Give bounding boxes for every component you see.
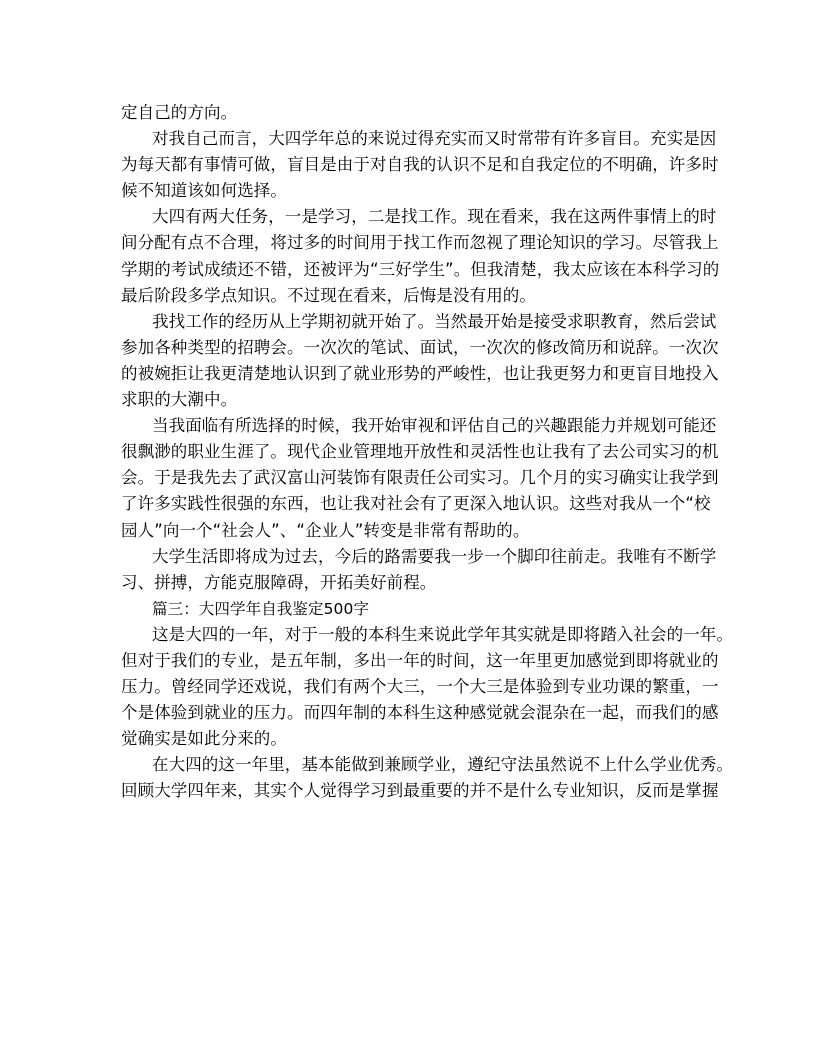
text-line: 最后阶段多学点知识。不过现在看来，后悔是没有用的。	[121, 285, 536, 305]
text-line: 大学生活即将成为过去，今后的路需要我一步一个脚印往前走。我唯有不断学	[152, 546, 717, 566]
text-line: 会。于是我先去了武汉富山河装饰有限责任公司实习。几个月的实习确实让我学到	[121, 468, 719, 488]
text-line: 回顾大学四年来，其实个人觉得学习到最重要的并不是什么专业知识，反而是掌握	[121, 781, 719, 801]
text-line: 定自己的方向。	[121, 103, 238, 122]
text-line: 压力。曾经同学还戏说，我们有两个大三，一个大三是体验到专业功课的繁重，一	[121, 677, 719, 697]
text-line: 间分配有点不合理，将过多的时间用于找工作而忽视了理论知识的学习。尽管我上	[121, 233, 719, 253]
text-line: 很飘渺的职业生涯了。现代企业管理地开放性和灵活性也让我有了去公司实习的机	[121, 442, 719, 462]
text-line: 的被婉拒让我更清楚地认识到了就业形势的严峻性，也让我更努力和更盲目地投入	[121, 363, 719, 383]
text-line: 习、拼搏，方能克服障碍，开拓美好前程。	[121, 572, 437, 592]
text-line: 个是体验到就业的压力。而四年制的本科生这种感觉就会混杂在一起，而我们的感	[121, 703, 719, 723]
document-body	[121, 100, 733, 805]
text-line: 园人”向一个“社会人”、“企业人”转变是非常有帮助的。	[121, 520, 530, 540]
text-line: 在大四的这一年里，基本能做到兼顾学业，遵纪守法虽然说不上什么学业优秀。	[152, 755, 733, 775]
text-line: 了许多实践性很强的东西，也让我对社会有了更深入地认识。这些对我从一个“校	[121, 494, 711, 514]
text-line: 为每天都有事情可做，盲目是由于对自我的认识不足和自我定位的不明确，许多时	[121, 155, 719, 175]
text-line: 学期的考试成绩还不错，还被评为“三好学生”。但我清楚，我太应该在本科学习的	[121, 259, 720, 279]
text-line: 觉确实是如此分来的。	[121, 729, 287, 749]
text-line: 但对于我们的专业，是五年制，多出一年的时间，这一年里更加感觉到即将就业的	[121, 650, 719, 670]
text-line: 对我自己而言，大四学年总的来说过得充实而又时常带有许多盲目。充实是因	[152, 129, 717, 149]
text-line: 参加各种类型的招聘会。一次次的笔试、面试，一次次的修改简历和说辞。一次次	[121, 337, 719, 357]
text-line: 求职的大潮中。	[121, 390, 238, 410]
text-line: 这是大四的一年，对于一般的本科生来说此学年其实就是即将踏入社会的一年。	[152, 624, 733, 644]
text-line: 大四有两大任务，一是学习，二是找工作。现在看来，我在这两件事情上的时	[152, 207, 717, 227]
section-heading: 篇三：大四学年自我鉴定500字	[152, 599, 370, 618]
text-line: 我找工作的经历从上学期初就开始了。当然最开始是接受求职教育，然后尝试	[152, 311, 717, 331]
text-line: 候不知道该如何选择。	[121, 181, 287, 201]
text-line: 当我面临有所选择的时候，我开始审视和评估自己的兴趣跟能力并规划可能还	[152, 416, 717, 436]
